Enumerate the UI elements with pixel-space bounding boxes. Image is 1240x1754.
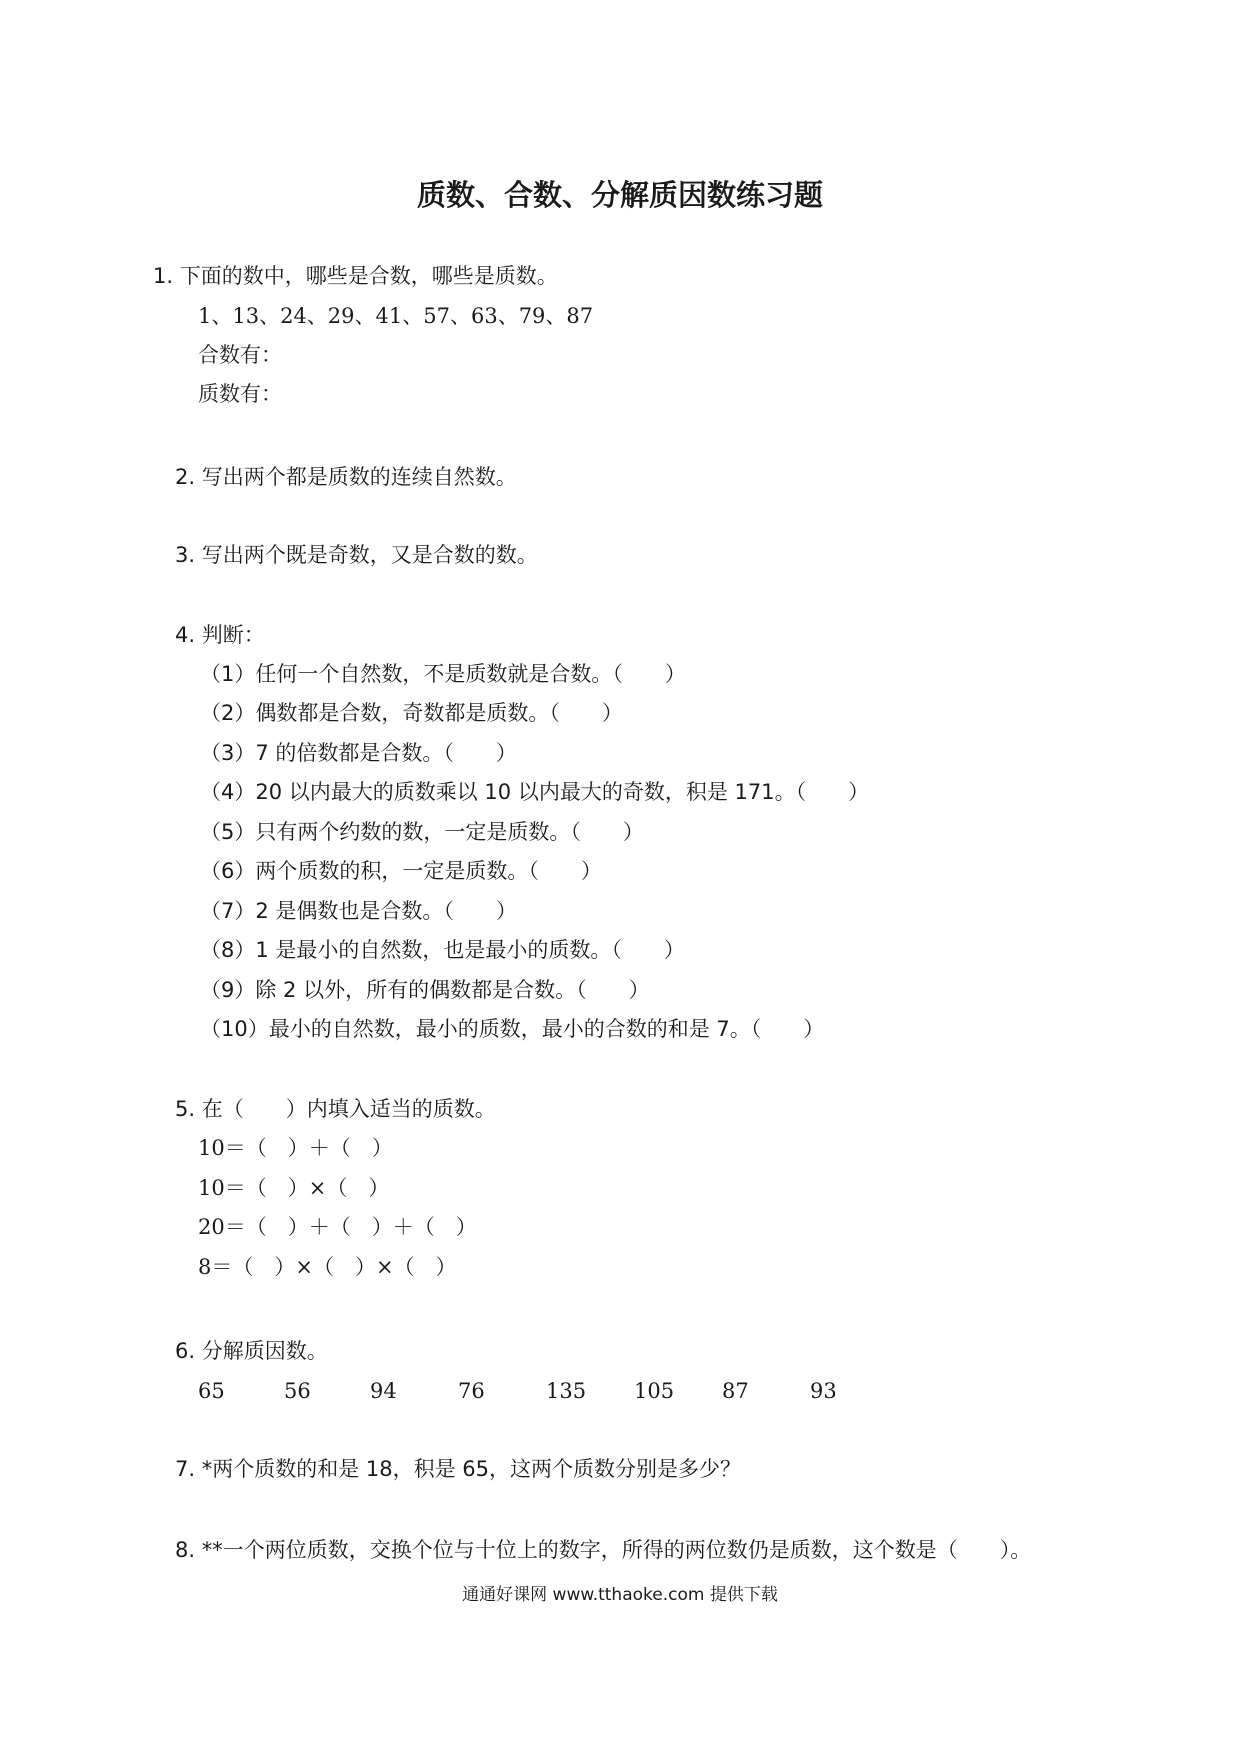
judgement-item-1: （1）任何一个自然数，不是质数就是合数。（ ） — [200, 662, 686, 686]
factor-number: 105 — [634, 1379, 675, 1403]
question-4-stem: 4. 判断： — [175, 623, 265, 647]
prime-label: 质数有： — [198, 382, 282, 406]
judgement-item-9: （9）除 2 以外，所有的偶数都是合数。（ ） — [200, 978, 650, 1002]
judgement-item-10: （10）最小的自然数，最小的质数，最小的合数的和是 7。（ ） — [200, 1017, 825, 1041]
judgement-item-4: （4）20 以内最大的质数乘以 10 以内最大的奇数，积是 171。（ ） — [200, 780, 870, 804]
judgement-item-5: （5）只有两个约数的数，一定是质数。（ ） — [200, 820, 644, 844]
question-6-stem: 6. 分解质因数。 — [175, 1339, 328, 1363]
question-5-stem: 5. 在（ ）内填入适当的质数。 — [175, 1097, 496, 1121]
question-2-stem: 2. 写出两个都是质数的连续自然数。 — [175, 465, 517, 489]
equation-4: 8＝（ ）×（ ）×（ ） — [198, 1255, 457, 1279]
question-7-stem: 7. *两个质数的和是 18，积是 65，这两个质数分别是多少？ — [175, 1457, 742, 1481]
judgement-item-7: （7）2 是偶数也是合数。（ ） — [200, 899, 517, 923]
factor-number: 93 — [810, 1379, 837, 1403]
question-3-stem: 3. 写出两个既是奇数，又是合数的数。 — [175, 543, 538, 567]
judgement-item-3: （3）7 的倍数都是合数。（ ） — [200, 741, 517, 765]
question-1-stem: 1. 下面的数中，哪些是合数，哪些是质数。 — [153, 264, 558, 288]
factor-number: 94 — [370, 1379, 397, 1403]
question-1-numbers: 1、13、24、29、41、57、63、79、87 — [198, 304, 594, 328]
composite-label: 合数有： — [198, 343, 282, 367]
factor-number: 135 — [546, 1379, 587, 1403]
factor-number: 76 — [458, 1379, 485, 1403]
judgement-item-6: （6）两个质数的积，一定是质数。（ ） — [200, 859, 602, 883]
equation-3: 20＝（ ）＋（ ）＋（ ） — [198, 1215, 477, 1239]
page-title: 质数、合数、分解质因数练习题 — [416, 178, 823, 212]
question-8-stem: 8. **一个两位质数，交换个位与十位上的数字，所得的两位数仍是质数，这个数是（ ）。 — [175, 1538, 1032, 1562]
factor-number: 87 — [722, 1379, 749, 1403]
factor-number: 56 — [284, 1379, 311, 1403]
equation-1: 10＝（ ）＋（ ） — [198, 1136, 393, 1160]
factorization-numbers — [0, 1378, 1240, 1404]
download-footer: 通通好课网 www.tthaoke.com 提供下载 — [462, 1585, 778, 1605]
factor-number: 65 — [198, 1379, 225, 1403]
judgement-item-8: （8）1 是最小的自然数，也是最小的质数。（ ） — [200, 938, 685, 962]
judgement-item-2: （2）偶数都是合数，奇数都是质数。（ ） — [200, 701, 623, 725]
equation-2: 10＝（ ）×（ ） — [198, 1176, 390, 1200]
